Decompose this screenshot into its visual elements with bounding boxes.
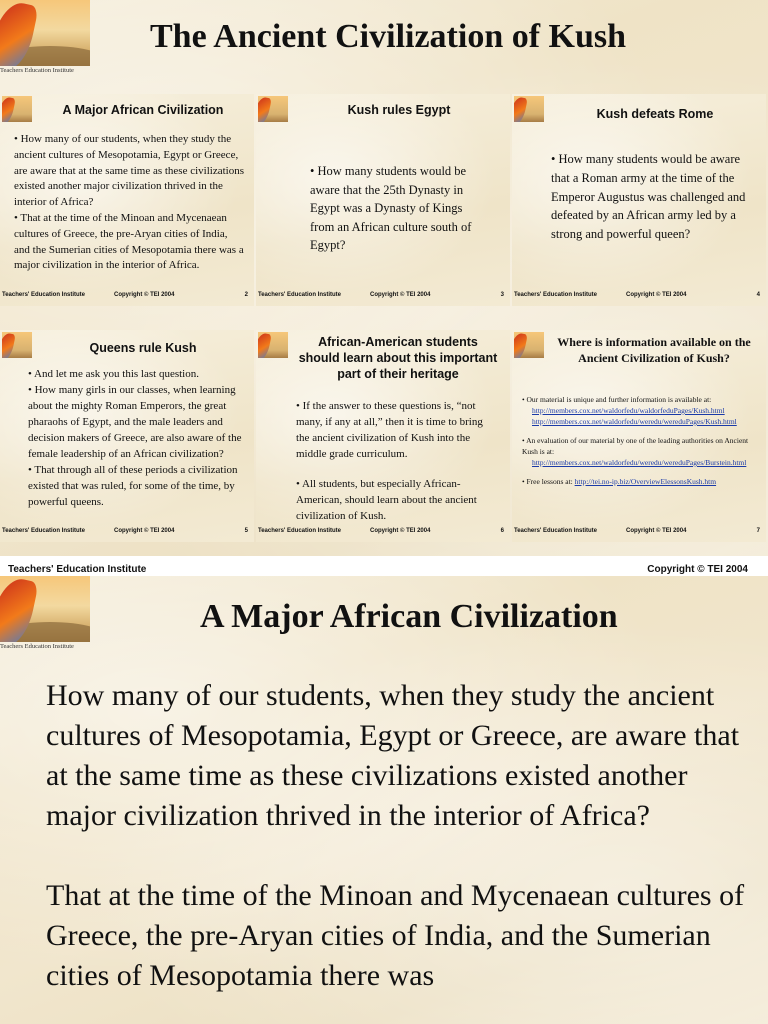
info-text: • An evaluation of our material by one of the leading authorities on Ancient Kush is at: xyxy=(522,436,749,456)
slide-thumbnail xyxy=(0,94,254,306)
footer-org: Teachers' Education Institute xyxy=(258,292,341,298)
footer-copyright: Copyright © TEI 2004 xyxy=(114,528,175,534)
slide-footer xyxy=(2,292,248,304)
footer-copyright: Copyright © TEI 2004 xyxy=(626,292,687,298)
page-title: The Ancient Civilization of Kush xyxy=(150,18,627,55)
slide-title: Queens rule Kush xyxy=(89,341,197,355)
bullet-text: • How many girls in our classes, when learning about the mighty Roman Emperors, the great pharaohs of Egypt, and the male leaders and decision makers of Greece, are also aware of the female leadership of an African civilization? xyxy=(28,384,242,460)
logo-icon xyxy=(258,96,288,122)
tei-logo xyxy=(0,0,90,74)
slide-number: 4 xyxy=(756,292,760,298)
slide-number: 5 xyxy=(244,528,248,534)
footer-org: Teachers' Education Institute xyxy=(514,292,597,298)
slide-footer xyxy=(258,528,504,540)
kush-link[interactable]: http://members.cox.net/waldorfedu/weredu/wereduPages/Kush.html xyxy=(532,417,737,426)
bullet-text: • How many students would be aware that the 25th Dynasty in Egypt was a Dynasty of Kings from an African culture south of Egypt? xyxy=(310,164,472,252)
bullet-text: • That at the time of the Minoan and Mycenaean cultures of Greece, the pre-Aryan cities of India, and the Sumerian cities of Mesopotamia there was a major civilization in the interior of Africa. xyxy=(14,211,244,272)
logo-caption: Teachers Education Institute xyxy=(0,67,74,74)
slide-thumbnail xyxy=(256,330,510,542)
footer-copyright: Copyright © TEI 2004 xyxy=(114,292,175,298)
bullet-text: • How many of our students, when they study the ancient cultures of Mesopotamia, Egypt or Greece, are aware that at the same time as these civilizations existed another major civilization thrived in the interior of Africa? xyxy=(14,133,244,209)
slide-title: Kush defeats Rome xyxy=(596,107,714,121)
footer-copyright: Copyright © TEI 2004 xyxy=(370,528,431,534)
slide-title: A Major African Civilization xyxy=(200,598,618,635)
slide-title: African-American students should learn about this important part of their heritage xyxy=(298,335,498,381)
bullet-text: • That through all of these periods a civilization existed that was ruled, for some of the time, by powerful queens. xyxy=(28,464,238,508)
body-paragraph: That at the time of the Minoan and Mycenaean cultures of Greece, the pre-Aryan cities of India, and the Sumerian cities of Mesopotamia there was xyxy=(46,879,745,992)
slide-footer xyxy=(258,292,504,304)
slide-body xyxy=(551,150,752,244)
slide-number: 7 xyxy=(756,528,760,534)
slide-title: A Major African Civilization xyxy=(62,103,224,117)
slide-number: 2 xyxy=(244,292,248,298)
bullet-text: • And let me ask you this last question. xyxy=(28,368,199,380)
logo-icon xyxy=(258,332,288,358)
slide-body xyxy=(14,132,244,274)
slide-body xyxy=(296,398,498,524)
slide-body xyxy=(28,366,244,510)
slide-title: Where is information available on the Ancient Civilization of Kush? xyxy=(557,335,751,365)
slide-body xyxy=(310,162,482,255)
slide-footer xyxy=(514,528,760,540)
bullet-text: • If the answer to these questions is, “not many, if any at all,” then it is time to bring the ancient civilization of Kush into the middle grade curriculum. xyxy=(296,400,483,460)
full-slide xyxy=(0,576,768,1024)
slide-number: 6 xyxy=(500,528,504,534)
footer-org: Teachers' Education Institute xyxy=(2,528,85,534)
tei-logo xyxy=(0,576,90,650)
footer-org: Teachers' Education Institute xyxy=(8,564,147,575)
slide-thumbnail xyxy=(512,330,766,542)
logo-icon xyxy=(2,332,32,358)
logo-icon xyxy=(514,332,544,358)
info-text: • Free lessons at: xyxy=(522,477,573,486)
slide-thumbnail xyxy=(0,330,254,542)
footer-copyright: Copyright © TEI 2004 xyxy=(626,528,687,534)
slide-thumbnail xyxy=(512,94,766,306)
free-lessons-link[interactable]: http://tei.no-ip.biz/OverviewElessonsKush.htm xyxy=(574,477,717,486)
logo-icon xyxy=(2,96,32,122)
logo-caption: Teachers Education Institute xyxy=(0,643,74,650)
footer-copyright: Copyright © TEI 2004 xyxy=(370,292,431,298)
info-text: • Our material is unique and further information is available at: xyxy=(522,395,712,404)
slide-thumbnail xyxy=(256,94,510,306)
logo-icon xyxy=(514,96,544,122)
kush-link[interactable]: http://members.cox.net/waldorfedu/waldorfeduPages/Kush.html xyxy=(532,406,725,415)
body-paragraph: How many of our students, when they study the ancient cultures of Mesopotamia, Egypt or Greece, are aware that at the same time as these civilizations existed another major civilization thrived in the interior of Africa? xyxy=(46,679,740,832)
slide-number: 3 xyxy=(500,292,504,298)
bullet-text: • All students, but especially African-American, should learn about the ancient civilization of Kush. xyxy=(296,478,477,522)
footer-copyright: Copyright © TEI 2004 xyxy=(647,564,748,575)
slide-footer xyxy=(514,292,760,304)
slide-body xyxy=(522,394,760,487)
burstein-link[interactable]: http://members.cox.net/waldorfedu/weredu/wereduPages/Burstein.html xyxy=(532,458,747,467)
footer-org: Teachers' Education Institute xyxy=(2,292,85,298)
footer-org: Teachers' Education Institute xyxy=(514,528,597,534)
phoenix-logo-icon xyxy=(0,576,90,642)
phoenix-logo-icon xyxy=(0,0,90,66)
slide-body xyxy=(46,676,746,1024)
slide-footer xyxy=(2,528,248,540)
bullet-text: • How many students would be aware that a Roman army at the time of the Emperor Augustus was challenged and defeated by an African army led by a strong and powerful queen? xyxy=(551,152,746,242)
footer-org: Teachers' Education Institute xyxy=(258,528,341,534)
slide-title: Kush rules Egypt xyxy=(347,103,451,117)
